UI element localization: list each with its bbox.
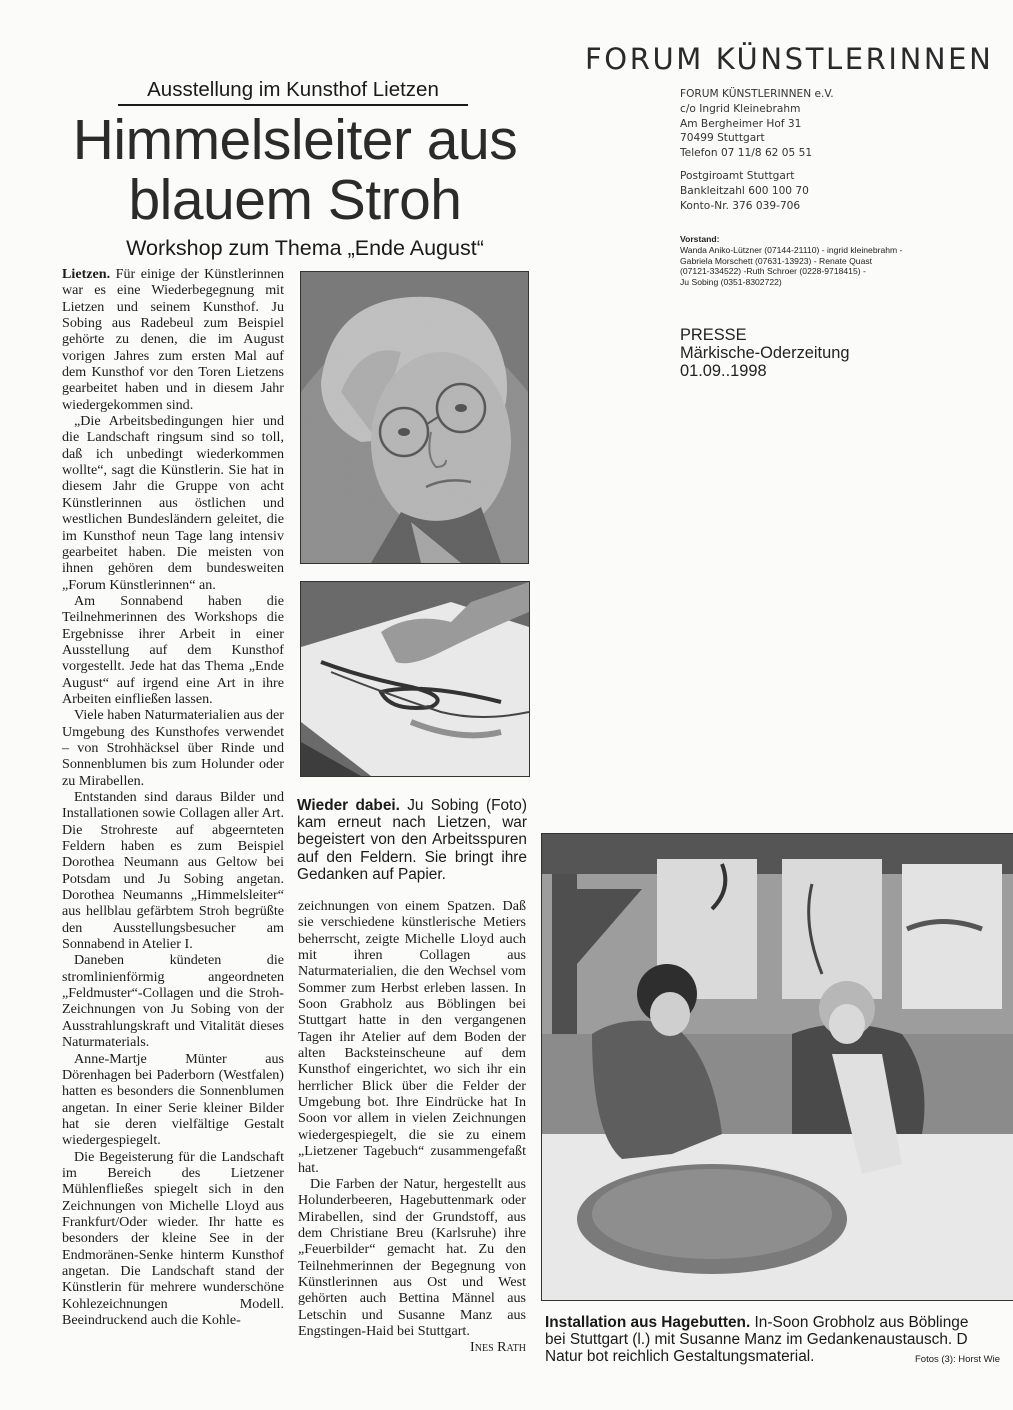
press-block — [680, 326, 849, 380]
paragraph: Anne-Martje Münter aus Dörenhagen bei Paderborn (Westfalen) hatten es besonders die Sonnenblumen angetan. In einer Serie kleiner Bilder hat sie deren vielfältige Gestalt wiedergespiegelt. — [62, 1050, 284, 1149]
paragraph-text: Die Farben der Natur, hergestellt aus Holunderbeeren, Hagebuttenmark oder Mirabellen, sind der Grundstoff, aus dem Christiane Breu (Karlsruhe) ihre „Feuerbilder“ gemacht hat. Zu den Teilnehmerinnen der Begegnung von Künstlerinnen aus Ost und West gehörten auch Bettina Männel aus Letschin und Susanne Manz aus Engstingen-Haid bei Stuttgart. — [298, 1175, 526, 1339]
caption-text: Ju Sobing (Foto) kam erneut nach Lietzen, war begeistert von den Arbeitsspuren auf den Feldern. Sie bringt ihre Gedanken auf Papier. — [297, 797, 527, 883]
organization-title: FORUM KÜNSTLERINNEN — [585, 42, 994, 76]
installation-photo — [541, 833, 1013, 1301]
press-label: PRESSE — [680, 326, 747, 344]
board-label: Vorstand: — [680, 234, 720, 244]
address-block — [680, 87, 834, 161]
kicker-underline — [118, 104, 468, 106]
photo-caption-installation — [545, 1315, 1013, 1365]
photo-credit: Fotos (3): Horst Wie — [915, 1354, 1000, 1365]
article-column-middle — [298, 898, 526, 1356]
paragraph: Entstanden sind daraus Bilder und Installationen sowie Collagen aller Art. Die Strohreste auf abgeernteten Feldern haben es zum Beispiel Dorothea Neumann aus Geltow bei Potsdam und Ju Sobing angetan. Dorothea Neumanns „Himmelsleiter“ aus hellblau gefärbtem Stroh begrüßte den Ausstellungsbesucher am Sonnabend in Atelier I. — [62, 789, 284, 953]
paragraph — [298, 1175, 526, 1356]
board-line: Gabriela Morschett (07631-13923) - Renate Quast — [680, 255, 873, 266]
portrait-photo — [300, 271, 529, 564]
bank-line: Postgiroamt Stuttgart — [680, 170, 795, 182]
caption-line: Natur bot reichlich Gestaltungsmaterial. — [545, 1347, 815, 1365]
dateline: Lietzen. — [62, 266, 111, 282]
caption-lead: Installation aus Hagebutten. — [545, 1315, 751, 1331]
paragraph — [62, 266, 284, 413]
photo-caption-portrait — [297, 797, 527, 883]
caption-lead: Wieder dabei. — [297, 797, 400, 814]
paragraph-text: Für einige der Künstlerinnen war es eine Wiederbegegnung mit Lietzen und seinem Kunsthof. Ju Sobing aus Radebeul zum Beispiel gehörte zu denen, die im August vorigen Jahres zum ersten Mal auf dem Kunsthof vor den Toren Lietzens gearbeitet haben und in diesem Jahr wiedergekommen sind. — [62, 266, 284, 413]
paragraph: „Die Arbeitsbedingungen hier und die Landschaft ringsum sind so toll, daß ich unbedingt wiederkommen wollte“, sagt die Künstlerin. Sie hat in diesem Jahr die Gruppe von acht Künstlerinnen aus östlichen und westlichen Bundesländern geleitet, die im Kunsthof neun Tage lang intensiv gearbeitet haben. Die meisten von ihnen gehören dem bundesweiten „Forum Künstlerinnen“ an. — [62, 413, 284, 593]
paragraph: Viele haben Naturmaterialien aus der Umgebung des Kunsthofes verwendet – von Strohhäcksel über Rinde und Sonnenblumen bis zum Holunder oder zu Mirabellen. — [62, 707, 284, 789]
headline-line: Himmelsleiter aus — [72, 108, 518, 172]
bank-line: Bankleitzahl 600 100 70 — [680, 184, 809, 197]
address-line: FORUM KÜNSTLERINNEN e.V. — [680, 88, 834, 100]
hand-drawing-photo-image — [301, 582, 529, 776]
paragraph: Am Sonnabend haben die Teilnehmerinnen des Workshops die Ergebnisse ihrer Arbeit in einer Ausstellung auf dem Kunsthof vorgestellt. Jede hat das Thema „Ende August“ auf irgend eine Art in ihre Arbeiten einfließen lassen. — [62, 592, 284, 707]
board-line: Ju Sobing (0351-8302722) — [680, 277, 782, 288]
bank-line: Konto-Nr. 376 039-706 — [680, 199, 801, 212]
board-line: (07121-334522) -Ruth Schroer (0228-9718415) - — [680, 266, 866, 277]
article-headline — [55, 110, 535, 230]
paragraph: Die Begeisterung für die Landschaft im Bereich des Lietzener Mühlenfließes spiegelt sich in den Zeichnungen von Michelle Lloyd aus Frankfurt/Oder wieder. Ihr hatte es besonders der kleine See in der Endmoränen-Senke hinterm Kunsthof angetan. Die Landschaft stand der Künstlerin für mehrere wunderschöne Kohlezeichnungen Modell. Beeindruckend auch die Kohle- — [62, 1148, 284, 1328]
caption-line — [545, 1315, 1013, 1332]
headline-line: blauem Stroh — [128, 168, 462, 232]
press-date: 01.09..1998 — [680, 362, 767, 380]
caption-line: bei Stuttgart (l.) mit Susanne Manz im Gedankenaustausch. D — [545, 1330, 968, 1348]
address-line: 70499 Stuttgart — [680, 132, 765, 145]
installation-photo-image — [542, 834, 1013, 1300]
portrait-photo-image — [301, 272, 528, 563]
phone-line: Telefon 07 11/8 62 05 51 — [680, 147, 813, 160]
hand-drawing-photo — [300, 581, 530, 777]
paragraph: Daneben kündeten die stromlinienförmig angeordneten „Feldmuster“-Collagen und die Stroh-Zeichnungen von Ju Sobing von der Ausstrahlungskraft und Vitalität dieses Naturmaterials. — [62, 952, 284, 1051]
caption-text: In-Soon Grobholz aus Böblinge — [750, 1315, 969, 1331]
address-line: Am Bergheimer Hof 31 — [680, 117, 802, 130]
bank-block — [680, 169, 809, 213]
address-line: c/o Ingrid Kleinebrahm — [680, 102, 801, 115]
board-block — [680, 234, 902, 288]
paragraph: zeichnungen von einem Spatzen. Daß sie verschiedene künstlerische Metiers beherrscht, zeigte Michelle Lloyd auch mit ihren Collagen aus Naturmaterialien, die den Wechsel vom Sommer zum Herbst erleben lassen. In Soon Grabholz aus Böblingen bei Stuttgart hatte in den vergangenen Tagen ihr Atelier auf dem Boden der alten Backsteinscheune auf dem Kunsthof eingerichtet, wo sich ihr ein herrlicher Blick über die Felder der Umgebung bot. Ihre Eindrücke hat In Soon vor allem in vielen Zeichnungen wiedergespiegelt, die sie zu einem „Lietzener Tagebuch“ zusammengefaßt hat. — [298, 898, 526, 1176]
board-line: Wanda Aniko-Lützner (07144-21110) - ingrid kleinebrahm - — [680, 244, 903, 255]
article-subtitle: Workshop zum Thema „Ende August“ — [126, 236, 484, 260]
press-newspaper: Märkische-Oderzeitung — [680, 344, 850, 362]
article-kicker: Ausstellung im Kunsthof Lietzen — [147, 78, 439, 101]
article-column-left — [62, 266, 284, 1328]
author-byline: Ines Rath — [470, 1339, 526, 1356]
